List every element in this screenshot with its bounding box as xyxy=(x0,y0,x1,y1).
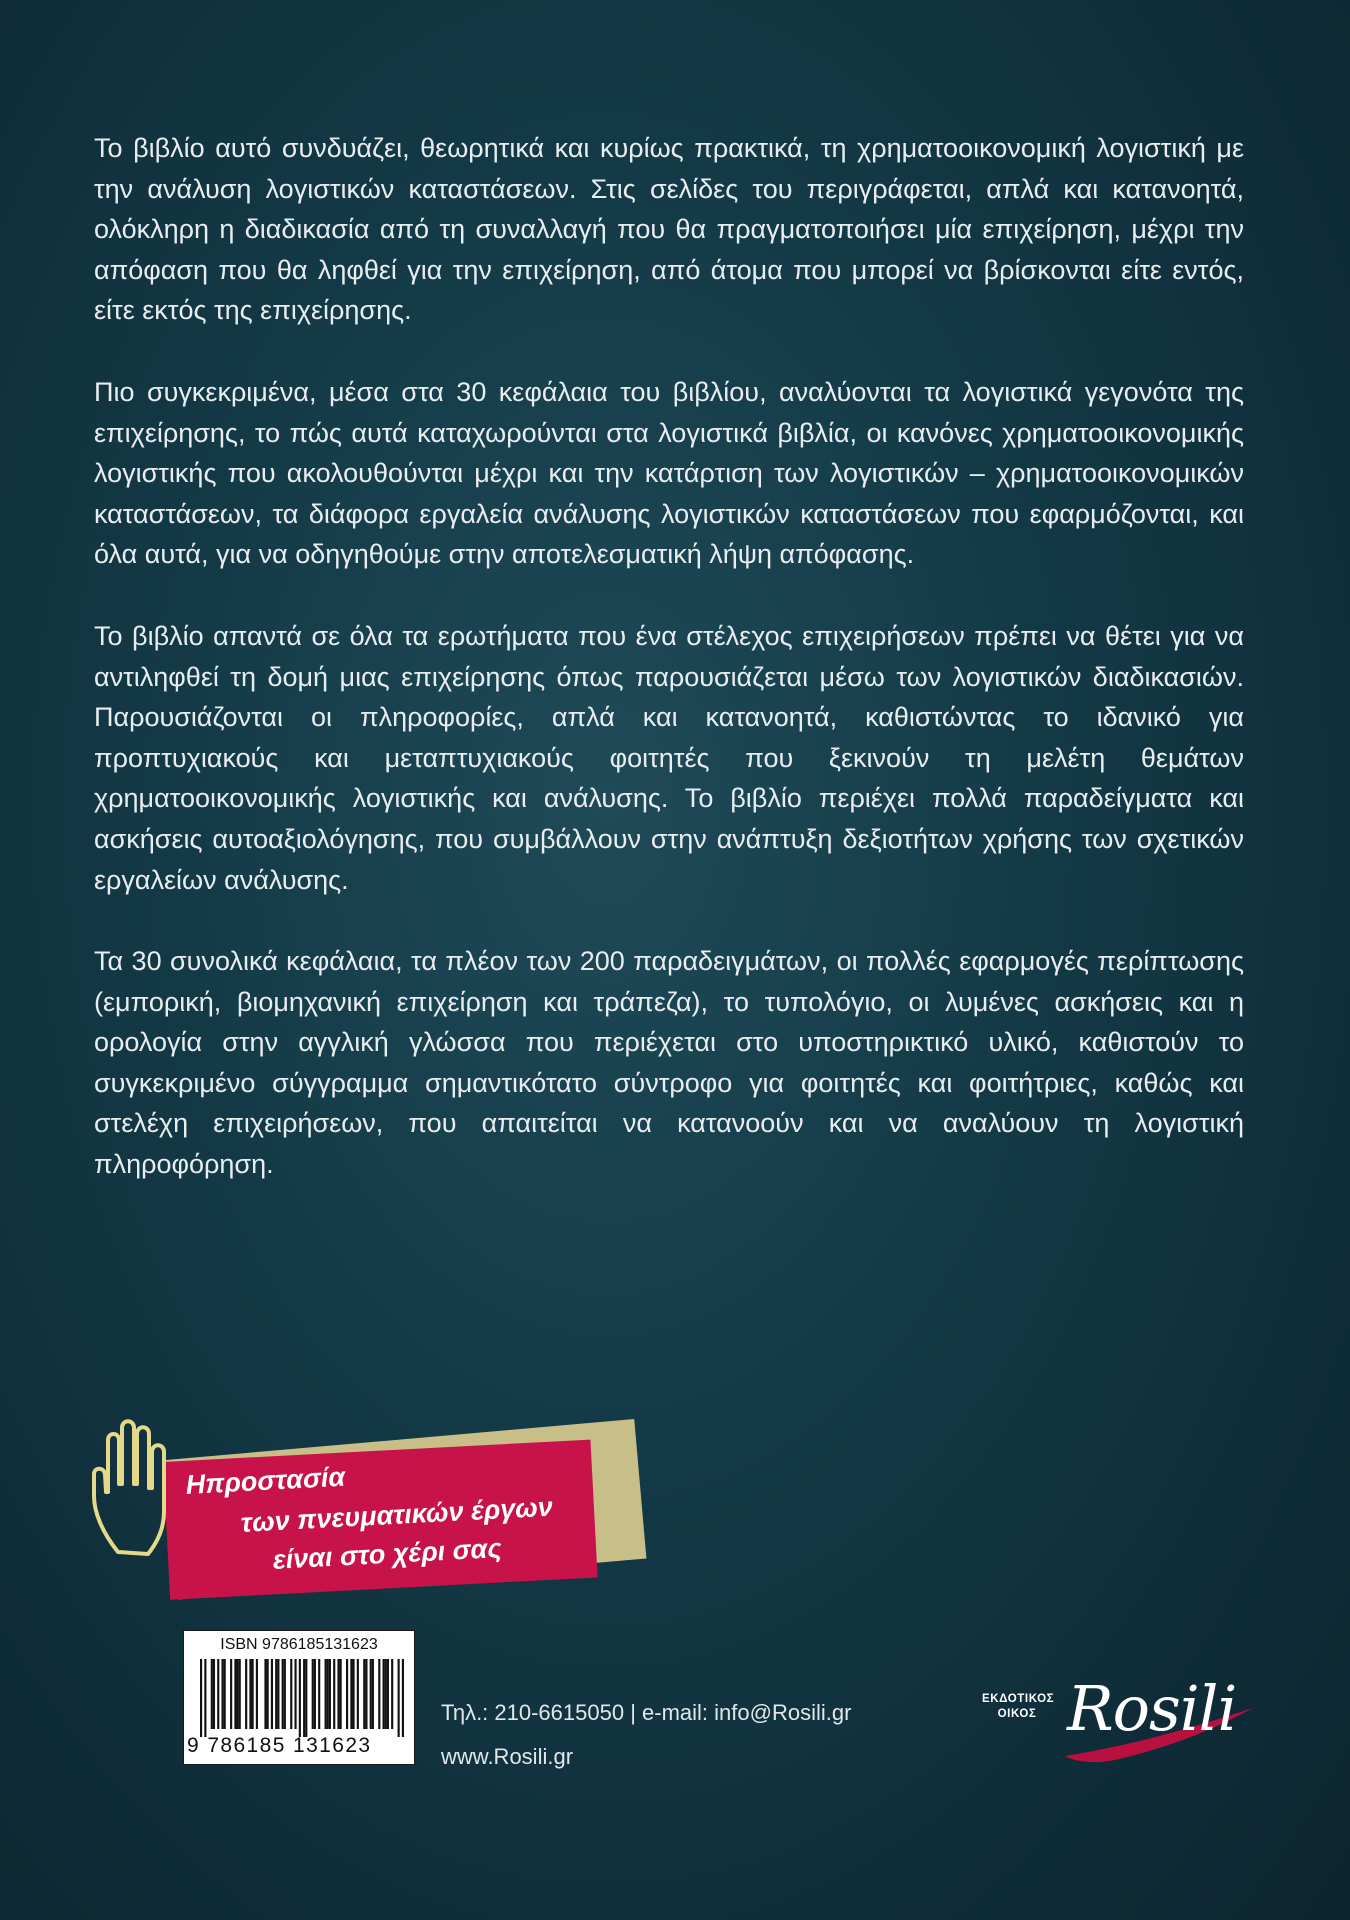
hand-icon xyxy=(88,1412,198,1562)
barcode-bar xyxy=(294,1659,296,1729)
barcode-bar xyxy=(329,1659,331,1729)
barcode-bar xyxy=(357,1659,359,1729)
barcode-bar xyxy=(245,1659,247,1729)
barcode-bar xyxy=(275,1659,277,1729)
barcode-bar xyxy=(252,1659,254,1729)
paragraph-1: Το βιβλίο αυτό συνδυάζει, θεωρητικά και κυρίως πρακτικά, τη χρηματοοικονομική λογιστική με την ανάλυση λογιστικών καταστάσεων. Στις σελίδες του περιγράφεται, απλά και κατανοητά, ολόκληρη η διαδικασία από τη συναλλαγή που θα πραγματοποιήσει μία επιχείρηση, μέχρι την απόφαση που θα ληφθεί για την επιχείρηση, από άτομα που μπορεί να βρίσκονται είτε εντός, είτε εκτός της επιχείρησης. xyxy=(94,133,1244,326)
barcode-bar xyxy=(234,1659,236,1729)
barcode-bar xyxy=(372,1659,374,1729)
barcode-bar xyxy=(327,1659,329,1729)
barcode-bar xyxy=(340,1659,342,1729)
barcode-bar xyxy=(333,1659,335,1729)
barcode-bar xyxy=(378,1659,380,1729)
barcode-bar xyxy=(217,1659,219,1729)
publisher-logo xyxy=(960,1660,1260,1770)
barcode-bar xyxy=(363,1659,365,1729)
barcode-bar xyxy=(402,1659,404,1737)
barcode-bar xyxy=(303,1659,305,1737)
barcode-bar xyxy=(200,1659,202,1737)
paragraph-3: Το βιβλίο απαντά σε όλα τα ερωτήματα που ένα στέλεχος επιχειρήσεων πρέπει να θέτει για να αντιληφθεί τη δομή μιας επιχείρησης όπως παρουσιάζεται μέσω των λογιστικών διαδικασιών. Παρουσιάζονται οι πληροφορίες, απλά και κατανοητά, καθιστώντας το ιδανικό για προπτυχιακούς και μεταπτυχιακούς φοιτητές που ξεκινούν τη μελέτη θεμάτων χρηματοοικονομικής λογιστικής και ανάλυσης. Το βιβλίο περιέχει πολλά παραδείγματα και ασκήσεις αυτοαξιολόγησης, που συμβάλλουν στην ανάπτυξη δεξιοτήτων χρήσης των σχετικών εργαλείων ανάλυσης. xyxy=(94,620,1244,895)
paragraph-4: Τα 30 συνολικά κεφάλαια, τα πλέον των 200 παραδειγμάτων, οι πολλές εφαρμογές περίπτωσης (εμπορική, βιομηχανική επιχείρηση και τράπεζα), το τυπολόγιο, οι λυμένες ασκήσεις και η ορολογία στην αγγλική γλώσσα που περιέχεται στο υποστηρικτικό υλικό, καθιστούν το συγκεκριμένο σύγγραμμα σημαντικότατο σύντροφο για φοιτητές και φοιτήτριες, καθώς και στελέχη επιχειρήσεων, που απαιτείται να κατανοούν και να αναλύουν τη λογιστική πληροφόρηση. xyxy=(94,946,1244,1180)
barcode-bar xyxy=(383,1659,385,1729)
barcode-digits: 9 786185 131623 xyxy=(187,1734,372,1757)
barcode-bar xyxy=(239,1659,241,1729)
barcode-bar xyxy=(249,1659,251,1729)
website-link[interactable]: www.Rosili.gr xyxy=(441,1744,574,1769)
barcode-bar xyxy=(256,1659,258,1729)
barcode-bar xyxy=(271,1659,273,1729)
barcode xyxy=(183,1630,415,1765)
barcode-bar xyxy=(318,1659,320,1729)
barcode-bar xyxy=(370,1659,372,1729)
isbn-label: ISBN 9786185131623 xyxy=(220,1636,378,1653)
barcode-bar xyxy=(346,1659,348,1729)
barcode-bar xyxy=(325,1659,327,1729)
badge-text-line1: Ηπροστασία xyxy=(185,1461,346,1500)
badge-text-line2: των πνευματικών έργων xyxy=(240,1491,554,1538)
barcode-bar xyxy=(352,1659,354,1729)
barcode-bar xyxy=(365,1659,367,1729)
barcode-bar xyxy=(305,1659,307,1737)
barcode-bar xyxy=(277,1659,279,1729)
barcode-bar xyxy=(211,1659,213,1729)
paragraph-2: Πιο συγκεκριμένα, μέσα στα 30 κεφάλαια του βιβλίου, αναλύονται τα λογιστικά γεγονότα της επιχείρησης, το πώς αυτά καταχωρούνται στα λογιστικά βιβλία, οι κανόνες χρηματοοικονομικής λογιστικής που ακολουθούνται μέχρι και την κατάρτιση των λογιστικών – χρηματοοικονομικών καταστάσεων, τα διάφορα εργαλεία ανάλυσης λογιστικών καταστάσεων που εφαρμόζονται, και όλα αυτά, για να οδηγηθούμε στην αποτελεσματική λήψη απόφασης. xyxy=(94,376,1244,570)
description-text xyxy=(94,128,1244,1226)
barcode-bar xyxy=(391,1659,393,1729)
barcode-bar xyxy=(237,1659,239,1729)
contact-info: Τηλ.: 210-6615050 | e-mail: info@Rosili.gr xyxy=(441,1700,852,1725)
logo-small-text-2: ΟΙΚΟΣ xyxy=(997,1708,1037,1720)
barcode-bar xyxy=(350,1659,352,1729)
barcode-bar xyxy=(282,1659,284,1729)
barcode-bar xyxy=(398,1659,400,1737)
barcode-bar xyxy=(387,1659,389,1729)
barcode-bar xyxy=(299,1659,301,1737)
barcode-bar xyxy=(337,1659,339,1729)
barcode-bar xyxy=(264,1659,266,1729)
logo-wordmark: Rosili xyxy=(1067,1672,1237,1745)
barcode-bar xyxy=(221,1659,223,1729)
barcode-bar xyxy=(213,1659,215,1729)
barcode-bar xyxy=(312,1659,314,1729)
barcode-bar xyxy=(284,1659,286,1729)
barcode-bar xyxy=(290,1659,292,1729)
barcode-bar xyxy=(230,1659,232,1729)
barcode-bar xyxy=(267,1659,269,1729)
barcode-bar xyxy=(224,1659,226,1729)
barcode-bar xyxy=(385,1659,387,1729)
barcode-bars xyxy=(200,1659,404,1737)
logo-small-text-1: ΕΚΔΟΤΙΚΟΣ xyxy=(982,1693,1055,1705)
barcode-bar xyxy=(314,1659,316,1729)
badge-text-line3: είναι στο χέρι σας xyxy=(272,1533,503,1575)
barcode-bar xyxy=(204,1659,206,1737)
copyright-protection-badge xyxy=(88,1412,568,1612)
